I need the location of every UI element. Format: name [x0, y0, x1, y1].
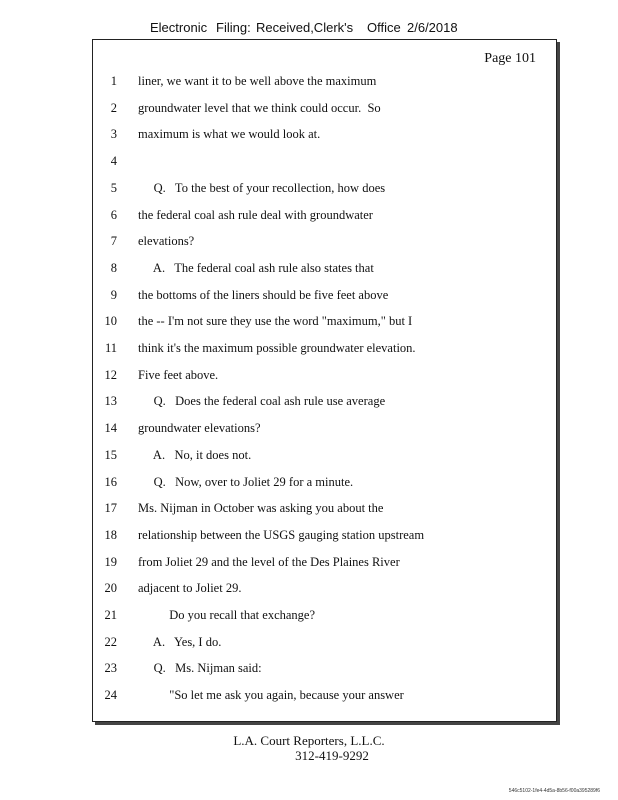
line-number: 24 [104, 688, 117, 703]
line-number: 15 [104, 447, 117, 462]
line-text: Do you recall that exchange? [138, 608, 316, 622]
line-text: think it's the maximum possible groundwater elevation. [138, 341, 416, 355]
line-number: 8 [110, 260, 117, 275]
line-number: 1 [110, 74, 117, 88]
transcript-line [93, 154, 556, 180]
document-id: 546c5102-1fe4-4d5a-8b56-f00a395289f6 [508, 788, 600, 794]
transcript-page-frame [92, 39, 557, 722]
page-number: Page 101 [484, 51, 536, 66]
header-electronic: Electronic [150, 20, 208, 35]
transcript-line [93, 368, 556, 394]
line-number: 16 [104, 474, 117, 489]
line-text: Q. Does the federal coal ash rule use average [138, 394, 386, 409]
line-number: 2 [110, 100, 117, 115]
transcript-line [93, 475, 556, 501]
header-date: 2/6/2018 [407, 20, 458, 35]
line-text: relationship between the USGS gauging station upstream [138, 527, 425, 542]
line-text: from Joliet 29 and the level of the Des Plaines River [138, 554, 400, 569]
line-text: Q. To the best of your recollection, how does [138, 180, 386, 195]
line-text: Q. Now, over to Joliet 29 for a minute. [138, 474, 354, 489]
line-number: 17 [104, 501, 117, 516]
line-text: Q. Ms. Nijman said: [138, 661, 262, 676]
footer-phone: 312-419-9292 [295, 748, 369, 763]
line-number: 9 [110, 287, 117, 302]
line-number: 20 [104, 581, 117, 596]
transcript-line [93, 208, 556, 234]
line-number: 13 [104, 394, 117, 409]
transcript-line [93, 127, 556, 153]
header-office: Office [367, 20, 401, 35]
line-number: 10 [104, 314, 117, 329]
line-number: 7 [110, 234, 117, 249]
header-filing: Filing: [216, 20, 251, 35]
transcript-line [93, 341, 556, 367]
transcript-line [93, 501, 556, 527]
line-text: liner, we want it to be well above the maximum [138, 74, 377, 88]
line-number: 14 [104, 421, 117, 436]
transcript-line [93, 555, 556, 581]
line-text: Ms. Nijman in October was asking you about the [138, 501, 384, 516]
line-text: "So let me ask you again, because your answer [138, 688, 404, 703]
transcript-line [93, 74, 556, 100]
line-text: maximum is what we would look at. [138, 127, 321, 142]
line-number: 22 [104, 634, 117, 649]
transcript-line [93, 581, 556, 607]
transcript-line [93, 635, 556, 661]
line-number: 11 [104, 341, 117, 355]
line-number: 3 [110, 127, 117, 142]
transcript-line [93, 528, 556, 554]
line-text: A. Yes, I do. [138, 634, 222, 649]
transcript-line [93, 234, 556, 260]
transcript-line [93, 394, 556, 420]
line-text: Five feet above. [138, 367, 219, 382]
transcript-line [93, 688, 556, 714]
transcript-line [93, 661, 556, 687]
header-received: Received,Clerk's [256, 20, 354, 35]
transcript-line [93, 608, 556, 634]
footer-company: L.A. Court Reporters, L.L.C. [233, 733, 385, 748]
transcript-line [93, 261, 556, 287]
line-text: the federal coal ash rule deal with groundwater [138, 207, 373, 222]
line-number: 18 [104, 527, 117, 542]
line-number: 19 [104, 554, 117, 569]
line-text: A. The federal coal ash rule also states that [138, 260, 374, 275]
transcript-line [93, 448, 556, 474]
transcript-line [93, 421, 556, 447]
transcript-line [93, 288, 556, 314]
transcript-line [93, 181, 556, 207]
line-text: groundwater level that we think could occur. So [138, 100, 381, 115]
line-number: 23 [104, 661, 117, 676]
line-number: 21 [104, 608, 117, 622]
line-number: 6 [110, 207, 117, 222]
transcript-line [93, 101, 556, 127]
line-number: 5 [110, 180, 117, 195]
line-text: A. No, it does not. [138, 447, 252, 462]
line-number: 12 [104, 367, 117, 382]
line-text: the -- I'm not sure they use the word "maximum," but I [138, 314, 413, 329]
line-text: the bottoms of the liners should be five feet above [138, 287, 389, 302]
transcript-line [93, 314, 556, 340]
line-number: 4 [110, 154, 117, 169]
line-text: groundwater elevations? [138, 421, 261, 436]
line-text: elevations? [138, 234, 195, 249]
line-text: adjacent to Joliet 29. [138, 581, 242, 596]
